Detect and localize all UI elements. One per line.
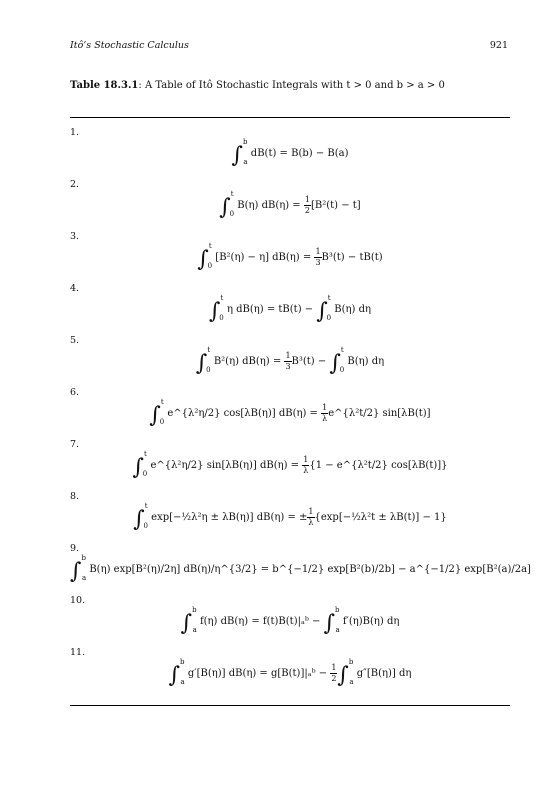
page-header: [70, 40, 508, 56]
fraction: $\frac{1}{2}$: [304, 195, 310, 215]
table-top-rule: [70, 117, 510, 118]
formula-lhs: exp[−½λ²η ± λB(η)] dB(η) = ±: [151, 512, 308, 523]
upper-limit: t: [208, 242, 212, 250]
integral-formula: ∫$^t_0$ B²(η) dB(η) = $\frac{1}{3}$ B³(t) − ∫$^t_0$ B(η) dη: [195, 346, 385, 376]
lower-limit: a: [81, 574, 87, 582]
upper-limit: b: [242, 138, 248, 146]
entry-number: 3.: [70, 231, 80, 242]
lower-limit: a: [180, 678, 185, 686]
lower-limit: a: [243, 158, 248, 166]
fraction: $\frac{1}{\lambda}$: [303, 455, 309, 475]
upper-limit: t: [143, 450, 147, 458]
integral-formula: ∫$^t_0$ B(η) dB(η) = $\frac{1}{2}$ [B²(t) − t]: [219, 190, 361, 220]
formula-lhs: dB(t) = B(b) − B(a): [250, 148, 349, 159]
formula-rhs: f′(η)B(η) dη: [342, 616, 400, 627]
formula-rhs: e^{λ²t/2} sin[λB(t)]: [328, 408, 431, 419]
fraction: $\frac{1}{\lambda}$: [308, 507, 314, 527]
entry-number: 2.: [70, 179, 80, 190]
table-row: [70, 439, 510, 493]
lower-limit: 0: [143, 522, 148, 530]
upper-limit: b: [348, 658, 354, 666]
upper-limit: t: [144, 502, 148, 510]
table-label: Table 18.3.1: [70, 80, 139, 91]
entry-number: 8.: [70, 491, 80, 502]
page-number: 921: [489, 40, 508, 51]
formula-lhs: η dB(η) = tB(t) −: [226, 304, 317, 315]
table-row: [70, 543, 531, 597]
integral-formula: ∫$^t_0$ e^{λ²η/2} cos[λB(η)] dB(η) = $\frac{1}{\lambda}$ e^{λ²t/2} sin[λB(t)]: [149, 398, 431, 428]
lower-limit: 0: [229, 210, 235, 218]
formula-lhs: e^{λ²η/2} sin[λB(η)] dB(η) =: [150, 460, 303, 471]
upper-limit: t: [230, 190, 234, 198]
formula-lhs: e^{λ²η/2} cos[λB(η)] dB(η) =: [167, 408, 322, 419]
table-caption-text: : A Table of Itô Stochastic Integrals with t > 0 and b > a > 0: [138, 80, 445, 91]
entry-number: 9.: [70, 543, 80, 554]
formula-rhs: {exp[−½λ²t ± λB(t)] − 1}: [314, 512, 447, 523]
table-row: [70, 179, 510, 233]
entry-number: 7.: [70, 439, 80, 450]
table-row: [70, 335, 510, 389]
formula-lhs: [B²(η) − η] dB(η) =: [215, 252, 315, 263]
table-row: [70, 595, 510, 649]
formula-lhs: f(η) dB(η) = f(t)B(t)|ₐᵇ −: [199, 616, 324, 627]
entry-number: 11.: [70, 647, 86, 658]
entry-number: 6.: [70, 387, 80, 398]
formula-middle: B³(t) −: [291, 356, 330, 367]
table-row: [70, 127, 510, 181]
fraction: $\frac{1}{3}$: [315, 247, 321, 267]
entry-number: 10.: [70, 595, 86, 606]
running-title: Itô’s Stochastic Calculus: [70, 40, 189, 51]
formula-rhs: [B²(t) − t]: [310, 200, 361, 211]
upper-limit: t: [160, 398, 164, 406]
upper-limit: t: [340, 346, 344, 354]
lower-limit: 0: [339, 366, 345, 374]
formula-lhs: B(η) exp[B²(η)/2η] dB(η)/η^{3/2} = b^{−1/2} exp[B²(b)/2b] − a^{−1/2} exp[B²(a)/2a]: [89, 564, 531, 575]
formula-rhs: B(η) dη: [334, 304, 371, 315]
upper-limit: b: [192, 606, 197, 614]
fraction: $\frac{1}{2}$: [331, 663, 337, 683]
integral-formula: ∫$^b_a$ B(η) exp[B²(η)/2η] dB(η)/η^{3/2} = b^{−1/2} exp[B²(b)/2b] − a^{−1/2} exp[B²(a)/2a]: [70, 554, 531, 584]
table-row: [70, 387, 510, 441]
formula-rhs: {1 − e^{λ²t/2} cos[λB(t)]}: [309, 460, 448, 471]
upper-limit: t: [207, 346, 211, 354]
integral-formula: ∫$^t_0$ η dB(η) = tB(t) − ∫$^t_0$ B(η) dη: [209, 294, 371, 324]
table-bottom-rule: [70, 705, 510, 706]
table-caption: [70, 80, 508, 91]
upper-limit: b: [81, 554, 86, 562]
lower-limit: a: [335, 626, 340, 634]
upper-limit: b: [180, 658, 185, 666]
upper-limit: t: [327, 294, 331, 302]
integral-formula: ∫$^b_a$ f(η) dB(η) = f(t)B(t)|ₐᵇ − ∫$^b_a$ f′(η)B(η) dη: [180, 606, 400, 636]
fraction: $\frac{1}{3}$: [285, 351, 291, 371]
integral-formula: ∫$^b_a$ g′[B(η)] dB(η) = g[B(t)]|ₐᵇ − $\frac{1}{2}$ ∫$^b_a$ g″[B(η)] dη: [168, 658, 412, 688]
lower-limit: 0: [159, 418, 165, 426]
table-row: [70, 647, 510, 701]
lower-limit: 0: [142, 470, 148, 478]
integral-formula: ∫$^t_0$ e^{λ²η/2} sin[λB(η)] dB(η) = $\frac{1}{\lambda}$ {1 − e^{λ²t/2} cos[λB(t)]}: [132, 450, 448, 480]
formula-rhs: B³(t) − tB(t): [321, 252, 383, 263]
integral-formula: ∫$^t_0$ [B²(η) − η] dB(η) = $\frac{1}{3}$ B³(t) − tB(t): [197, 242, 383, 272]
lower-limit: 0: [207, 262, 213, 270]
fraction: $\frac{1}{\lambda}$: [322, 403, 328, 423]
entry-number: 1.: [70, 127, 80, 138]
entry-number: 5.: [70, 335, 80, 346]
upper-limit: t: [220, 294, 224, 302]
table-row: [70, 231, 510, 285]
upper-limit: b: [335, 606, 340, 614]
formula-rhs: g″[B(η)] dη: [356, 668, 412, 679]
lower-limit: a: [192, 626, 197, 634]
lower-limit: 0: [206, 366, 211, 374]
integral-formula: ∫$^t_0$ exp[−½λ²η ± λB(η)] dB(η) = ± $\frac{1}{\lambda}$ {exp[−½λ²t ± λB(t)] − 1}: [133, 502, 447, 532]
lower-limit: a: [349, 678, 354, 686]
formula-lhs: g′[B(η)] dB(η) = g[B(t)]|ₐᵇ −: [187, 668, 331, 679]
table-row: [70, 283, 510, 337]
integral-formula: ∫$^b_a$ dB(t) = B(b) − B(a): [231, 138, 349, 168]
formula-lhs: B(η) dB(η) =: [237, 200, 304, 211]
lower-limit: 0: [219, 314, 224, 322]
formula-rhs: B(η) dη: [347, 356, 385, 367]
table-row: [70, 491, 510, 545]
lower-limit: 0: [326, 314, 332, 322]
formula-lhs: B²(η) dB(η) =: [213, 356, 285, 367]
entry-number: 4.: [70, 283, 80, 294]
